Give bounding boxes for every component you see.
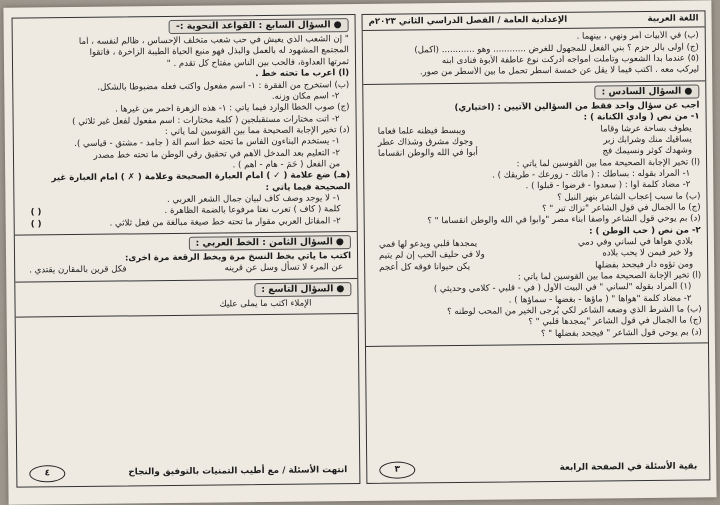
sub-question: (د) بم يوحي قول الشاعر واصفا أبناء مصر "وأبوا في الله والوطن انقساما " ؟ <box>427 213 701 227</box>
question-9-section <box>15 279 357 318</box>
question-7e: (هـ) ضع علامة ( ✓ ) أمام العبارة الصحيحة وعلامة ( ✗ ) أمام العبارة غير <box>51 170 351 184</box>
sub-question: (ب) ما سبب إعجاب الشاعر بنهر النيل ؟ <box>557 191 701 203</box>
calligraphy-verse <box>21 263 351 278</box>
sub-question: ١- المراد بقوله : بساطك : ( مائك - زورعك - طريقك ) . <box>492 168 691 181</box>
exam-page-4 <box>12 14 361 488</box>
verse-hemistich: أبوا في الله والوطن انقساما <box>377 147 478 160</box>
question-8-section <box>15 232 357 282</box>
question-8-instruction: اكتب ما يأتي بخط النسخ مرة وبخط الرقعة مرة أخرى: <box>124 251 352 264</box>
question-7c-2: ٢- أتت مختارات مستقبلجين ( كلمة مختارات : اسم مفعول لفعل غير ثلاثي ) <box>72 113 340 127</box>
verse-hemistich: بلادي هواها في لساني وفي دمي <box>577 236 693 248</box>
sub-question: (ب) ما الشرط الذي وضعه الشاعر لكي يُرجى الخير من المحب لوطنه ؟ <box>447 304 702 318</box>
passage-line: المجتمع المشهود له بالعمل والبذل فهو منبع الحياة الطيبة الزاخرة ، فاتقوا <box>89 45 349 59</box>
question-7d-2b: من الفعل ( حَمَ - هام - أهم ) . <box>232 159 341 171</box>
sub-question: ٢- مضاد كلمة أوا : ( سعدوا - فرضوا - قبلوا ) . <box>525 179 691 192</box>
sub-question: (د) بم يوحي قول الشاعر " فيجحد بفضلها " ؟ <box>540 327 702 339</box>
page-3-footer <box>367 458 709 479</box>
closing-note: انتهت الأسئلة / مع أطيب التمنيات بالتوفيق والنجاح <box>128 464 348 478</box>
sub-question: (أ) تخير الإجابة الصحيحة مما بين القوسين لما يأتي : <box>516 157 701 169</box>
verse-hemistich: وشهدك كوثر ونسيمك فج <box>602 145 693 157</box>
verse-hemistich: وجوك مشرق وشذاك عطر <box>377 136 474 148</box>
exam-sheet <box>3 0 716 504</box>
bullet-icon: ● <box>333 19 342 31</box>
question-8-title: ●السؤال الثامن : الخط العربي : <box>189 235 351 251</box>
question-7e-1b: كلمة ( كاف ) تعرب نعتا مرفوعا بالضمة الظاهرة . <box>164 204 341 217</box>
question-7-title: ●السؤال السابع : القواعد النحوية :- <box>169 18 349 34</box>
item-b: (ب) في الأبيات أمر ونهي ، بينهما . <box>576 30 699 43</box>
carryover-items <box>363 28 706 85</box>
item-d: (٥) عندما بدأ الشعوب وتأملت أمواجه أدركت نوع عاطفة الأبوة فنادى ابنه <box>441 53 700 67</box>
item-c: (ج) أولى بالر حزم ؟ بني الفعل للمجهول للغرض ............ وهو ............ (أكمل) <box>414 42 699 56</box>
page-number-3: ٣ <box>379 461 415 478</box>
passage-line: ثمرتها العداوة، فالحب بين الناس مفتاح كل تقدم . " <box>166 56 350 69</box>
question-7e-b: الصحيحة فيما يأتي : <box>265 181 351 193</box>
verse-part-a: عن المرء لا تسأل وسل عن قرينه <box>224 262 344 274</box>
answer-row <box>21 216 351 231</box>
sub-question: (أ) تخير الإجابة الصحيحة مما بين القوسين لما يأتي : <box>517 270 702 283</box>
verse-hemistich: يكن حيوانا فوقه كل أعجم <box>379 261 471 273</box>
passage-line: " إن الشعب الذي يعيش في حب شعب متخلف الإحساس ، ظالم لنفسه ، أما <box>78 34 349 48</box>
question-6-section <box>363 81 708 347</box>
answer-blank[interactable]: ( ) <box>30 207 42 218</box>
bullet-icon: ● <box>684 85 693 97</box>
question-7e-1: ١- لا يوجد وصف كاف لبيان جمال الشعر العربي . <box>166 193 341 205</box>
text-2-heading: ٢- من نص ( حب الوطن ) : <box>588 225 701 237</box>
question-6-instruction: أجب عن سؤال واحد فقط من السؤالين الآتيين : (اختياري) <box>454 100 700 113</box>
question-7d: (د) تخير الإجابة الصحيحة مما بين القوسين لما يأتي : <box>164 124 350 137</box>
sub-question: (ج) ما الجمال في قول الشاعر "نزاك تبر " ؟ <box>542 202 701 215</box>
bullet-icon: ● <box>335 236 344 248</box>
verse-hemistich: يمجدها قلبي ويدعو لها فمي <box>378 238 478 250</box>
question-7d-2: ٢- التعليم بعد المدخل الأهم في تحقيق رقي الوطن ما تحته خط مصدر <box>93 147 341 161</box>
subject-label: اللغة العربية <box>647 13 699 24</box>
sub-question: (١) المراد بقوله "لساني " في البيت الأول ( في - قلبي - كلامي وحديثي ) <box>433 281 692 295</box>
question-9-title: ●السؤال التاسع : <box>254 282 351 297</box>
exam-page-3 <box>362 10 711 484</box>
item-d-2: ليركب معه . اكتب فيما لا يقل عن خمسة أسطر تحمل ما بين الأسطر من صور. <box>419 64 700 78</box>
sub-question: ٢- مضاد كلمة "هواها " ( مأؤها - بغضها - سماؤها ) . <box>508 293 692 306</box>
verse-hemistich: ولا في حليف الحب إن لم يتيم <box>378 250 485 262</box>
question-7a: (أ) أعرب ما تحته خط . <box>255 68 350 80</box>
verse-hemistich: يساقيك منك وشرابك زبر <box>603 134 692 146</box>
verse-part-b: فكل قرين بالمقارن يقتدي . <box>29 264 127 276</box>
text-1-heading: ١- من نص ( وادي الكنانة ) : <box>583 111 700 123</box>
question-7b-2: ٢- اسم مكان وزنه. <box>271 91 340 102</box>
page-number-4: ٤ <box>29 465 65 482</box>
verse-hemistich: ويبسط فيظنه علما فعاما <box>377 125 466 137</box>
verse-hemistich: ولا خير فيمن لا يحب بلاده <box>602 247 694 259</box>
verse-hemistich: ومن تؤوه دار فيجحد بفضلها <box>595 259 694 271</box>
question-7-section <box>13 15 357 236</box>
exam-label: الإعدادية العامة / الفصل الدراسي الثاني ٢٠٢٣م <box>368 14 568 27</box>
question-7b: (ب) استخرج من الفقرة : ١- اسم مفعول واكتب فعله مضبوطا بالشكل. <box>97 79 350 93</box>
question-9-instruction: الإملاء اكتب ما يملى عليك <box>219 298 312 310</box>
bullet-icon: ● <box>336 282 345 295</box>
question-7c: (ج) صوب الخطأ الوارد فيما يأتي : ١- هذه الزهرة أحمر من غيرها . <box>115 102 350 115</box>
answer-blank[interactable]: ( ) <box>30 218 42 230</box>
verse-hemistich: يطوف بساحة عرشا وقاما <box>600 123 692 135</box>
continuation-note: بقية الأسئلة في الصفحة الرابعة <box>559 461 698 473</box>
question-7e-2: ٢- المقاتل العربي مقوار ما تحته خط صيغة مبالغة من فعل ثلاثي . <box>109 215 341 229</box>
question-7d-1: ١- يستخدم البناءون الفأس ما تحته خط اسم آلة ( جامد - مشتق - قياسي ). <box>74 136 340 150</box>
page-4-footer <box>17 462 359 483</box>
question-6-title: ●السؤال السادس : <box>595 84 700 99</box>
sub-question: (ج) ما الجمال في قول الشاعر "يمجدها قلبي " ؟ <box>528 315 702 328</box>
